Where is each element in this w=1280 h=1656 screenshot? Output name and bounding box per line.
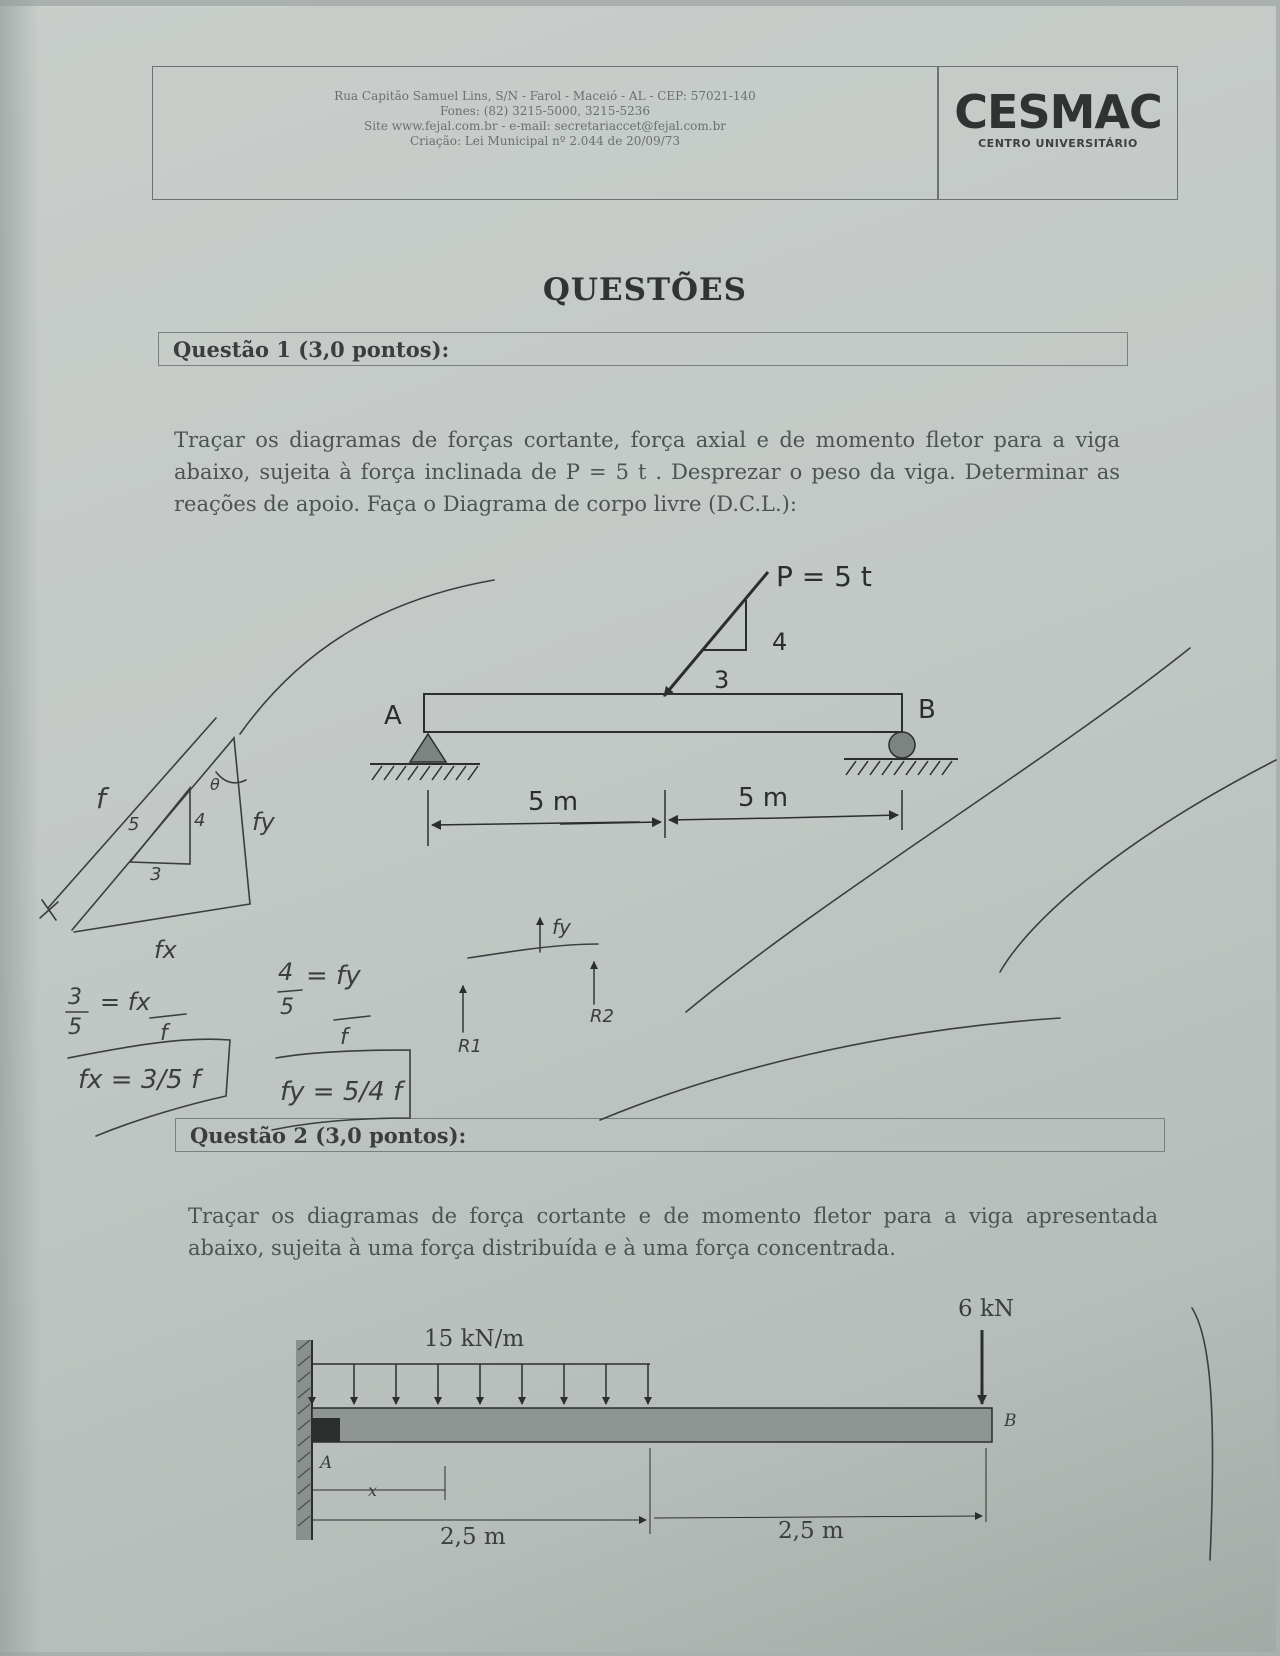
roller-support-b [889, 732, 915, 758]
phone-line: Fones: (82) 3215-5000, 3215-5236 [439, 104, 651, 118]
q2-beam [312, 1408, 992, 1442]
pencil-theta-arc [216, 772, 246, 783]
slope-vertical-label: 4 [772, 628, 788, 656]
note-eq1-num: 3 [68, 985, 82, 1010]
note-r1: R1 [458, 1036, 482, 1057]
question-2-label: Questão 2 (3,0 pontos): [190, 1123, 467, 1148]
logo-subtitle: CENTRO UNIVERSITÁRIO [978, 137, 1138, 150]
note-f: f [96, 782, 106, 815]
note-fy-dcl: fy [552, 915, 571, 939]
note-eq2-rhs: = fy [306, 961, 361, 991]
pencil-curve-right-a [686, 648, 1190, 1012]
span-right-label: 2,5 m [778, 1518, 844, 1544]
pencil-curve-right-b [1000, 760, 1276, 972]
creation-line: Criação: Lei Municipal nº 2.044 de 20/09/73 [409, 134, 681, 148]
note-tri-5: 5 [128, 814, 140, 835]
site-line: Site www.fejal.com.br - e-mail: secretariaccet@fejal.com.br [363, 119, 727, 133]
question-2-text: Traçar os diagramas de força cortante e de momento fletor para a viga apresentada abaixo, sujeita à uma força distribuída e à uma força concentrada. [188, 1204, 1158, 1260]
pencil-frac-line-2 [150, 1014, 186, 1018]
pencil-large-triangle [72, 738, 250, 932]
note-eq1-den: 5 [68, 1015, 82, 1040]
pencil-curve-right-c [600, 1018, 1060, 1120]
note-eq2-num: 4 [278, 958, 294, 986]
support-b-label: B [918, 695, 936, 725]
pencil-curve-top [240, 580, 494, 734]
note-fy: fy [252, 808, 275, 836]
force-p-label: P = 5 t [776, 560, 872, 593]
q2-cantilever-figure [296, 1296, 1017, 1550]
span-left-label: 2,5 m [440, 1524, 506, 1550]
pencil-x-mark [40, 900, 58, 920]
q1-beam [424, 694, 902, 732]
note-eq2-box: fy = 5/4 f [280, 1077, 403, 1107]
dist-load-arrows [312, 1364, 648, 1404]
end-a-label: A [320, 1453, 333, 1473]
question-1-label: Questão 1 (3,0 pontos): [173, 337, 450, 362]
note-theta: θ [210, 775, 220, 794]
note-eq2-den: 5 [280, 995, 294, 1020]
dist-load-label: 15 kN/m [424, 1326, 525, 1352]
x-label: x [368, 1481, 378, 1500]
note-tri-4: 4 [194, 810, 206, 831]
note-r2: R2 [590, 1006, 614, 1027]
pin-support-a [410, 734, 446, 762]
fixed-end-block [312, 1418, 340, 1442]
dim-arrow-right-a [669, 818, 780, 820]
dim-arrow-right-b [780, 815, 898, 818]
slope-horizontal-label: 3 [714, 666, 730, 694]
support-a-label: A [384, 701, 402, 731]
note-tri-3: 3 [150, 864, 162, 885]
end-b-label: B [1004, 1411, 1017, 1431]
ground-hatch-a [372, 766, 478, 780]
note-eq1-box: fx = 3/5 f [78, 1065, 201, 1095]
point-load-label: 6 kN [958, 1296, 1015, 1322]
pencil-frac-line-3 [278, 990, 302, 992]
note-eq1-rhs-den: f [160, 1021, 168, 1046]
note-eq2-rhs-den: f [340, 1025, 348, 1050]
pencil-frac-line-4 [334, 1016, 370, 1020]
pencil-dcl-beam [468, 944, 598, 958]
note-fx: fx [154, 936, 177, 964]
logo-text: CESMAC [954, 85, 1162, 139]
address-line: Rua Capitão Samuel Lins, S/N - Farol - Maceió - AL - CEP: 57021-140 [334, 89, 756, 103]
span-right-label: 5 m [738, 783, 789, 813]
q1-beam-figure [370, 560, 958, 846]
note-eq1-rhs: = fx [100, 988, 151, 1016]
handwritten-labels [68, 775, 614, 1107]
ground-hatch-b [846, 761, 952, 775]
pencil-bracket-right [1192, 1308, 1213, 1560]
question-1-text: Traçar os diagramas de forças cortante, força axial e de momento fletor para a viga abaixo, sujeita à força inclinada de P = 5 t . Desprezar o peso da viga. Determinar as reações de apoio. Faça o Diagrama de corpo livre (D.C.L.): [174, 428, 1120, 516]
page-title: QUESTÕES [542, 272, 748, 308]
span-left-label: 5 m [528, 787, 579, 817]
